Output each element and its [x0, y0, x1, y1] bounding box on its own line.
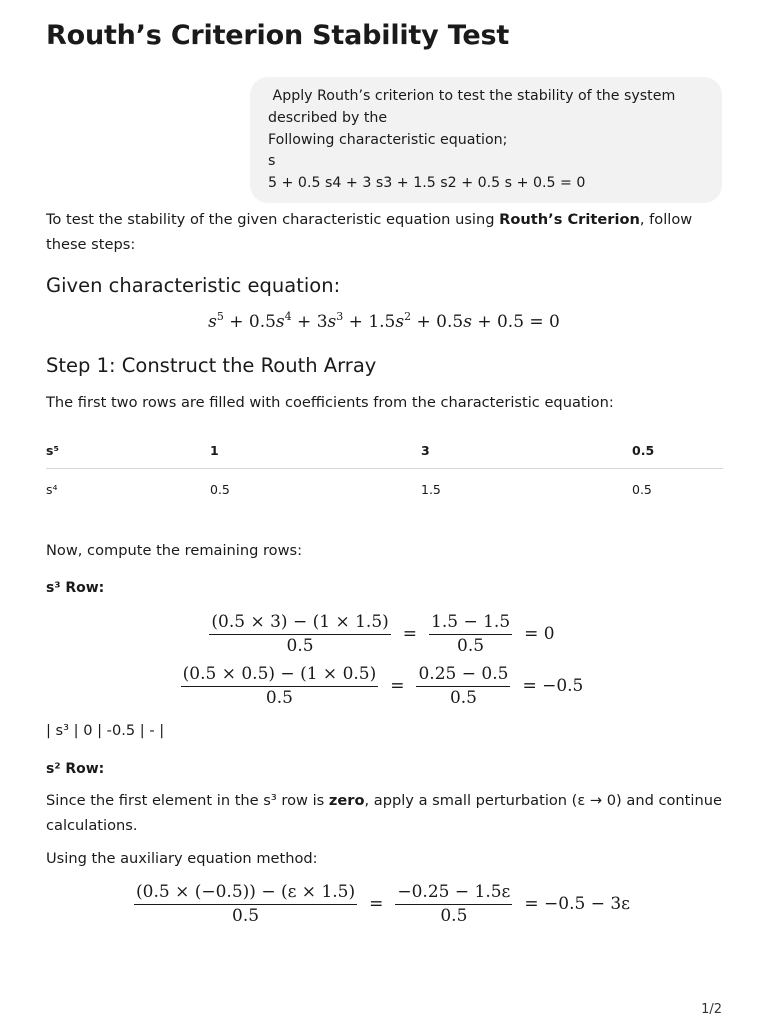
aux-method-text: Using the auxiliary equation method:: [46, 850, 318, 867]
prompt-line: Following characteristic equation;: [268, 131, 508, 148]
table-row: [46, 469, 723, 510]
step1-text: The first two rows are filled with coefficients from the characteristic equation:: [46, 394, 614, 411]
table-header-cell: s⁵: [46, 432, 210, 469]
page-title: Routh’s Criterion Stability Test: [46, 20, 510, 51]
intro-paragraph: [46, 207, 726, 257]
table-cell: 1.5: [421, 481, 441, 497]
intro-bold: Routh’s Criterion: [499, 211, 640, 228]
s3-row-values: | s³ | 0 | -0.5 | - |: [46, 722, 165, 739]
prompt-line: 5 + 0.5 s4 + 3 s3 + 1.5 s2 + 0.5 s + 0.5 = 0: [268, 175, 586, 192]
intro-text-end: , follow these steps:: [46, 211, 693, 253]
prompt-line: described by the: [268, 109, 388, 126]
prompt-line: s: [268, 153, 276, 170]
page-number: 1/2: [701, 1002, 722, 1017]
s2-equation: $\frac{(0.5 \times (-0.5)) - (\varepsilon \times 1.5)}{0.5}$ = $\frac{-0.25 - 1.5\varepsilon}{0.5}$ = −0.5 − 3ε: [136, 882, 630, 926]
user-prompt-bubble: [250, 77, 722, 203]
prompt-line: Apply Routh’s criterion to test the stability of the system: [268, 88, 676, 104]
s2-explanation: Since the first element in the s³ row is zero, apply a small perturbation (ε → 0) and continue calculations.: [46, 792, 722, 834]
table-header-cell: 0.5: [632, 432, 723, 469]
intro-text: To test the stability of the given characteristic equation using: [46, 211, 500, 228]
table-header-row: [46, 432, 723, 469]
routh-array-table: [46, 432, 723, 509]
compute-text: Now, compute the remaining rows:: [46, 542, 303, 559]
table-header-cell: 3: [421, 432, 632, 469]
section-heading-given: Given characteristic equation:: [46, 274, 341, 297]
table-cell: s⁴: [46, 481, 58, 497]
s3-equation-1: $\frac{(0.5 \times 3) - (1 \times 1.5)}{0.5}$ = $\frac{1.5 - 1.5}{0.5}$ = 0: [211, 612, 555, 656]
s3-equation-2: $\frac{(0.5 \times 0.5) - (1 \times 0.5)}{0.5}$ = $\frac{0.25 - 0.5}{0.5}$ = −0.5: [182, 664, 584, 708]
s2-row-label: s² Row:: [46, 761, 105, 777]
s2-bold-zero: zero: [328, 792, 365, 809]
characteristic-equation: $s^5 + 0.5s^4 + 3s^3 + 1.5s^2 + 0.5s + 0.5 = 0$: [208, 310, 560, 332]
table-cell: 0.5: [210, 481, 230, 497]
table-cell: 0.5: [632, 481, 652, 497]
section-heading-step1: Step 1: Construct the Routh Array: [46, 354, 377, 377]
s3-row-label: s³ Row:: [46, 580, 105, 596]
table-header-cell: 1: [210, 432, 421, 469]
